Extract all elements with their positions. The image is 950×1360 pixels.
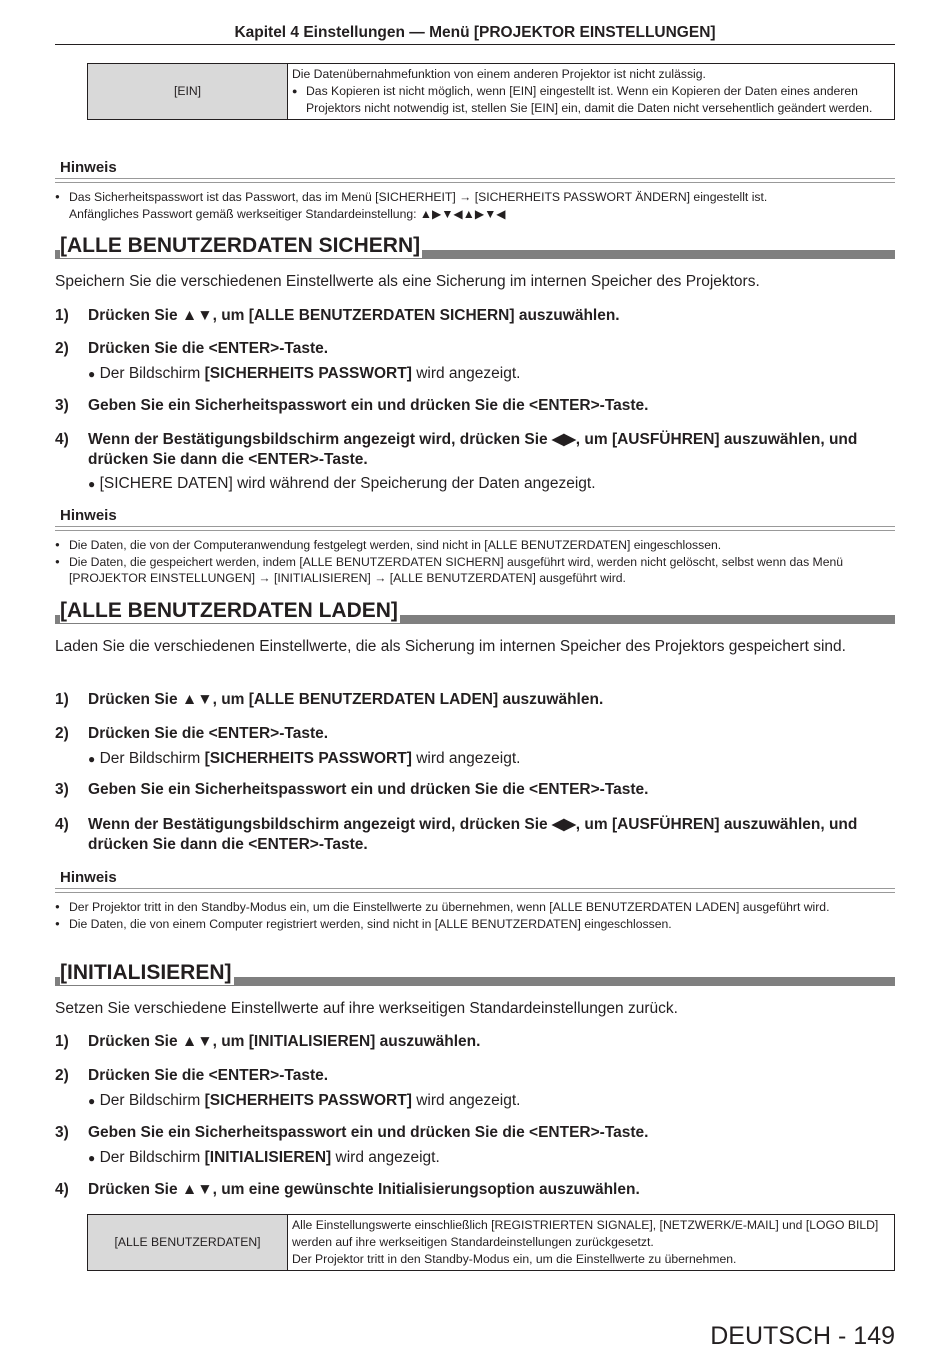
bullet-icon: ● <box>88 477 96 491</box>
step-text: Drücken Sie die <ENTER>-Taste. <box>88 1067 329 1084</box>
option-line: Die Datenübernahmefunktion von einem anderen Projektor ist nicht zulässig. <box>292 67 706 81</box>
step-text: Geben Sie ein Sicherheitspasswort ein und drücken Sie die <ENTER>-Taste. <box>88 781 649 798</box>
option-line: Alle Einstellungswerte einschließlich [REGISTRIERTEN SIGNALE], [NETZWERK/E-MAIL] und [LOGO BILD] werden auf ihre werkseitigen Standardeinstellungen zurückgesetzt. <box>292 1218 879 1249</box>
step-number: 1) <box>55 307 69 324</box>
step-number: 2) <box>55 725 69 742</box>
section-intro: Laden Sie die verschiedenen Einstellwerte, die als Sicherung im internen Speicher des Projektors gespeichert sind. <box>55 638 846 655</box>
note-text: Anfängliches Passwort gemäß werkseitiger Standardeinstellung: ▲▶▼◀▲▶▼◀ <box>69 206 506 221</box>
step-note <box>88 1091 888 1111</box>
step-text: Drücken Sie ▲▼, um eine gewünschte Initialisierungsoption auszuwählen. <box>88 1181 640 1198</box>
section-intro: Speichern Sie die verschiedenen Einstellwerte als eine Sicherung im internen Speicher des Projektors. <box>55 273 760 290</box>
step-text: Wenn der Bestätigungsbildschirm angezeigt wird, drücken Sie ◀▶, um [AUSFÜHREN] auszuwählen, und drücken Sie dann die <ENTER>-Taste. <box>88 431 858 468</box>
step-number: 3) <box>55 397 69 414</box>
step-number: 4) <box>55 1181 69 1198</box>
step-number: 2) <box>55 340 69 357</box>
hint-notes <box>55 537 895 587</box>
option-description <box>288 64 895 120</box>
step-note-text: wird angezeigt. <box>331 1149 440 1166</box>
step-note-text: Der Bildschirm <box>99 1149 205 1166</box>
section-heading <box>55 227 895 259</box>
step-text: Geben Sie ein Sicherheitspasswort ein und drücken Sie die <ENTER>-Taste. <box>88 1124 649 1141</box>
step-note-text: Der Bildschirm <box>99 1092 205 1109</box>
note-item: ● Die Daten, die von einem Computer registriert werden, sind nicht in [ALLE BENUTZERDATEN] eingeschlossen. <box>55 916 895 933</box>
note-item: ● Die Daten, die von der Computeranwendung festgelegt werden, sind nicht in [ALLE BENUTZERDATEN] eingeschlossen. <box>55 537 895 554</box>
step-text: Wenn der Bestätigungsbildschirm angezeigt wird, drücken Sie ◀▶, um [AUSFÜHREN] auszuwählen, und drücken Sie dann die <ENTER>-Taste. <box>88 816 858 853</box>
option-table-ein <box>87 63 895 120</box>
page-number: DEUTSCH - 149 <box>710 1322 895 1350</box>
step-text: Drücken Sie ▲▼, um [INITIALISIEREN] auszuwählen. <box>88 1033 481 1050</box>
option-key: [EIN] <box>88 64 288 120</box>
step-note <box>88 1148 888 1168</box>
step-note <box>88 749 888 769</box>
bullet-icon: ● <box>88 367 96 381</box>
step-number: 3) <box>55 781 69 798</box>
step-note-screen: [INITIALISIEREN] <box>204 1149 332 1166</box>
section-intro: Setzen Sie verschiedene Einstellwerte auf ihre werkseitigen Standardeinstellungen zurück. <box>55 1000 678 1017</box>
hint-heading: Hinweis <box>60 869 117 886</box>
step-text: Drücken Sie die <ENTER>-Taste. <box>88 725 329 742</box>
bullet-icon: ● <box>88 1151 96 1165</box>
bullet-icon: ● <box>88 1094 96 1108</box>
step-note-text: wird angezeigt. <box>411 750 521 767</box>
step-number: 1) <box>55 691 69 708</box>
section-heading <box>55 592 895 624</box>
hint-heading: Hinweis <box>60 507 117 524</box>
note-text: Das Sicherheitspasswort ist das Passwort, das im Menü [SICHERHEIT] → [SICHERHEITS PASSWORT ÄNDERN] eingestellt ist. <box>69 190 768 204</box>
note-item: ● Der Projektor tritt in den Standby-Modus ein, um die Einstellwerte zu übernehmen, wenn [ALLE BENUTZERDATEN LADEN] ausgeführt wird. <box>55 899 895 916</box>
step-number: 1) <box>55 1033 69 1050</box>
step-text: Drücken Sie die <ENTER>-Taste. <box>88 340 329 357</box>
step-number: 4) <box>55 431 69 448</box>
note-item <box>55 189 895 222</box>
hint-rule <box>55 178 895 183</box>
hint-notes <box>55 189 895 222</box>
step-text: Drücken Sie ▲▼, um [ALLE BENUTZERDATEN SICHERN] auszuwählen. <box>88 307 620 324</box>
hint-notes <box>55 899 895 932</box>
option-bullet: ● Das Kopieren ist nicht möglich, wenn [EIN] eingestellt ist. Wenn ein Kopieren der Daten eines anderen Projektors nicht notwendig ist, stellen Sie [EIN] ein, damit die Daten nicht versehentlich geändert werden. <box>292 83 890 117</box>
hint-rule <box>55 526 895 531</box>
section-title: [ALLE BENUTZERDATEN LADEN] <box>60 599 398 622</box>
step-number: 4) <box>55 816 69 833</box>
step-number: 2) <box>55 1067 69 1084</box>
step-note-text: wird angezeigt. <box>411 1092 521 1109</box>
section-heading <box>55 954 895 986</box>
hint-heading: Hinweis <box>60 159 117 176</box>
option-table-alle-benutzerdaten <box>87 1214 895 1271</box>
step-note <box>88 474 888 494</box>
step-note-text: wird angezeigt. <box>411 365 521 382</box>
section-title: [ALLE BENUTZERDATEN SICHERN] <box>60 234 421 257</box>
step-note-screen: [SICHERHEITS PASSWORT] <box>204 750 412 767</box>
hint-rule <box>55 888 895 893</box>
option-key: [ALLE BENUTZERDATEN] <box>88 1215 288 1271</box>
chapter-header: Kapitel 4 Einstellungen — Menü [PROJEKTOR EINSTELLUNGEN] <box>234 24 716 41</box>
step-text: Drücken Sie ▲▼, um [ALLE BENUTZERDATEN LADEN] auszuwählen. <box>88 691 604 708</box>
step-note <box>88 364 888 384</box>
step-note-screen: [SICHERHEITS PASSWORT] <box>204 1092 412 1109</box>
step-note-screen: [SICHERHEITS PASSWORT] <box>204 365 412 382</box>
step-note-text: Der Bildschirm <box>99 750 205 767</box>
step-text: Geben Sie ein Sicherheitspasswort ein und drücken Sie die <ENTER>-Taste. <box>88 397 649 414</box>
step-number: 3) <box>55 1124 69 1141</box>
step-note-text: Der Bildschirm <box>99 365 205 382</box>
option-description <box>288 1215 895 1271</box>
bullet-icon: ● <box>88 752 96 766</box>
header-rule <box>55 44 895 45</box>
step-note-text: [SICHERE DATEN] wird während der Speicherung der Daten angezeigt. <box>99 475 596 492</box>
section-title: [INITIALISIEREN] <box>60 961 232 984</box>
note-item: ● Die Daten, die gespeichert werden, indem [ALLE BENUTZERDATEN SICHERN] ausgeführt wird, werden nicht gelöscht, selbst wenn das Menü [PROJEKTOR EINSTELLUNGEN] → [INITIALISIEREN] → [ALLE BENUTZERDATEN] ausgeführt wird. <box>55 554 895 587</box>
option-line: Der Projektor tritt in den Standby-Modus ein, um die Einstellwerte zu übernehmen. <box>292 1252 737 1266</box>
